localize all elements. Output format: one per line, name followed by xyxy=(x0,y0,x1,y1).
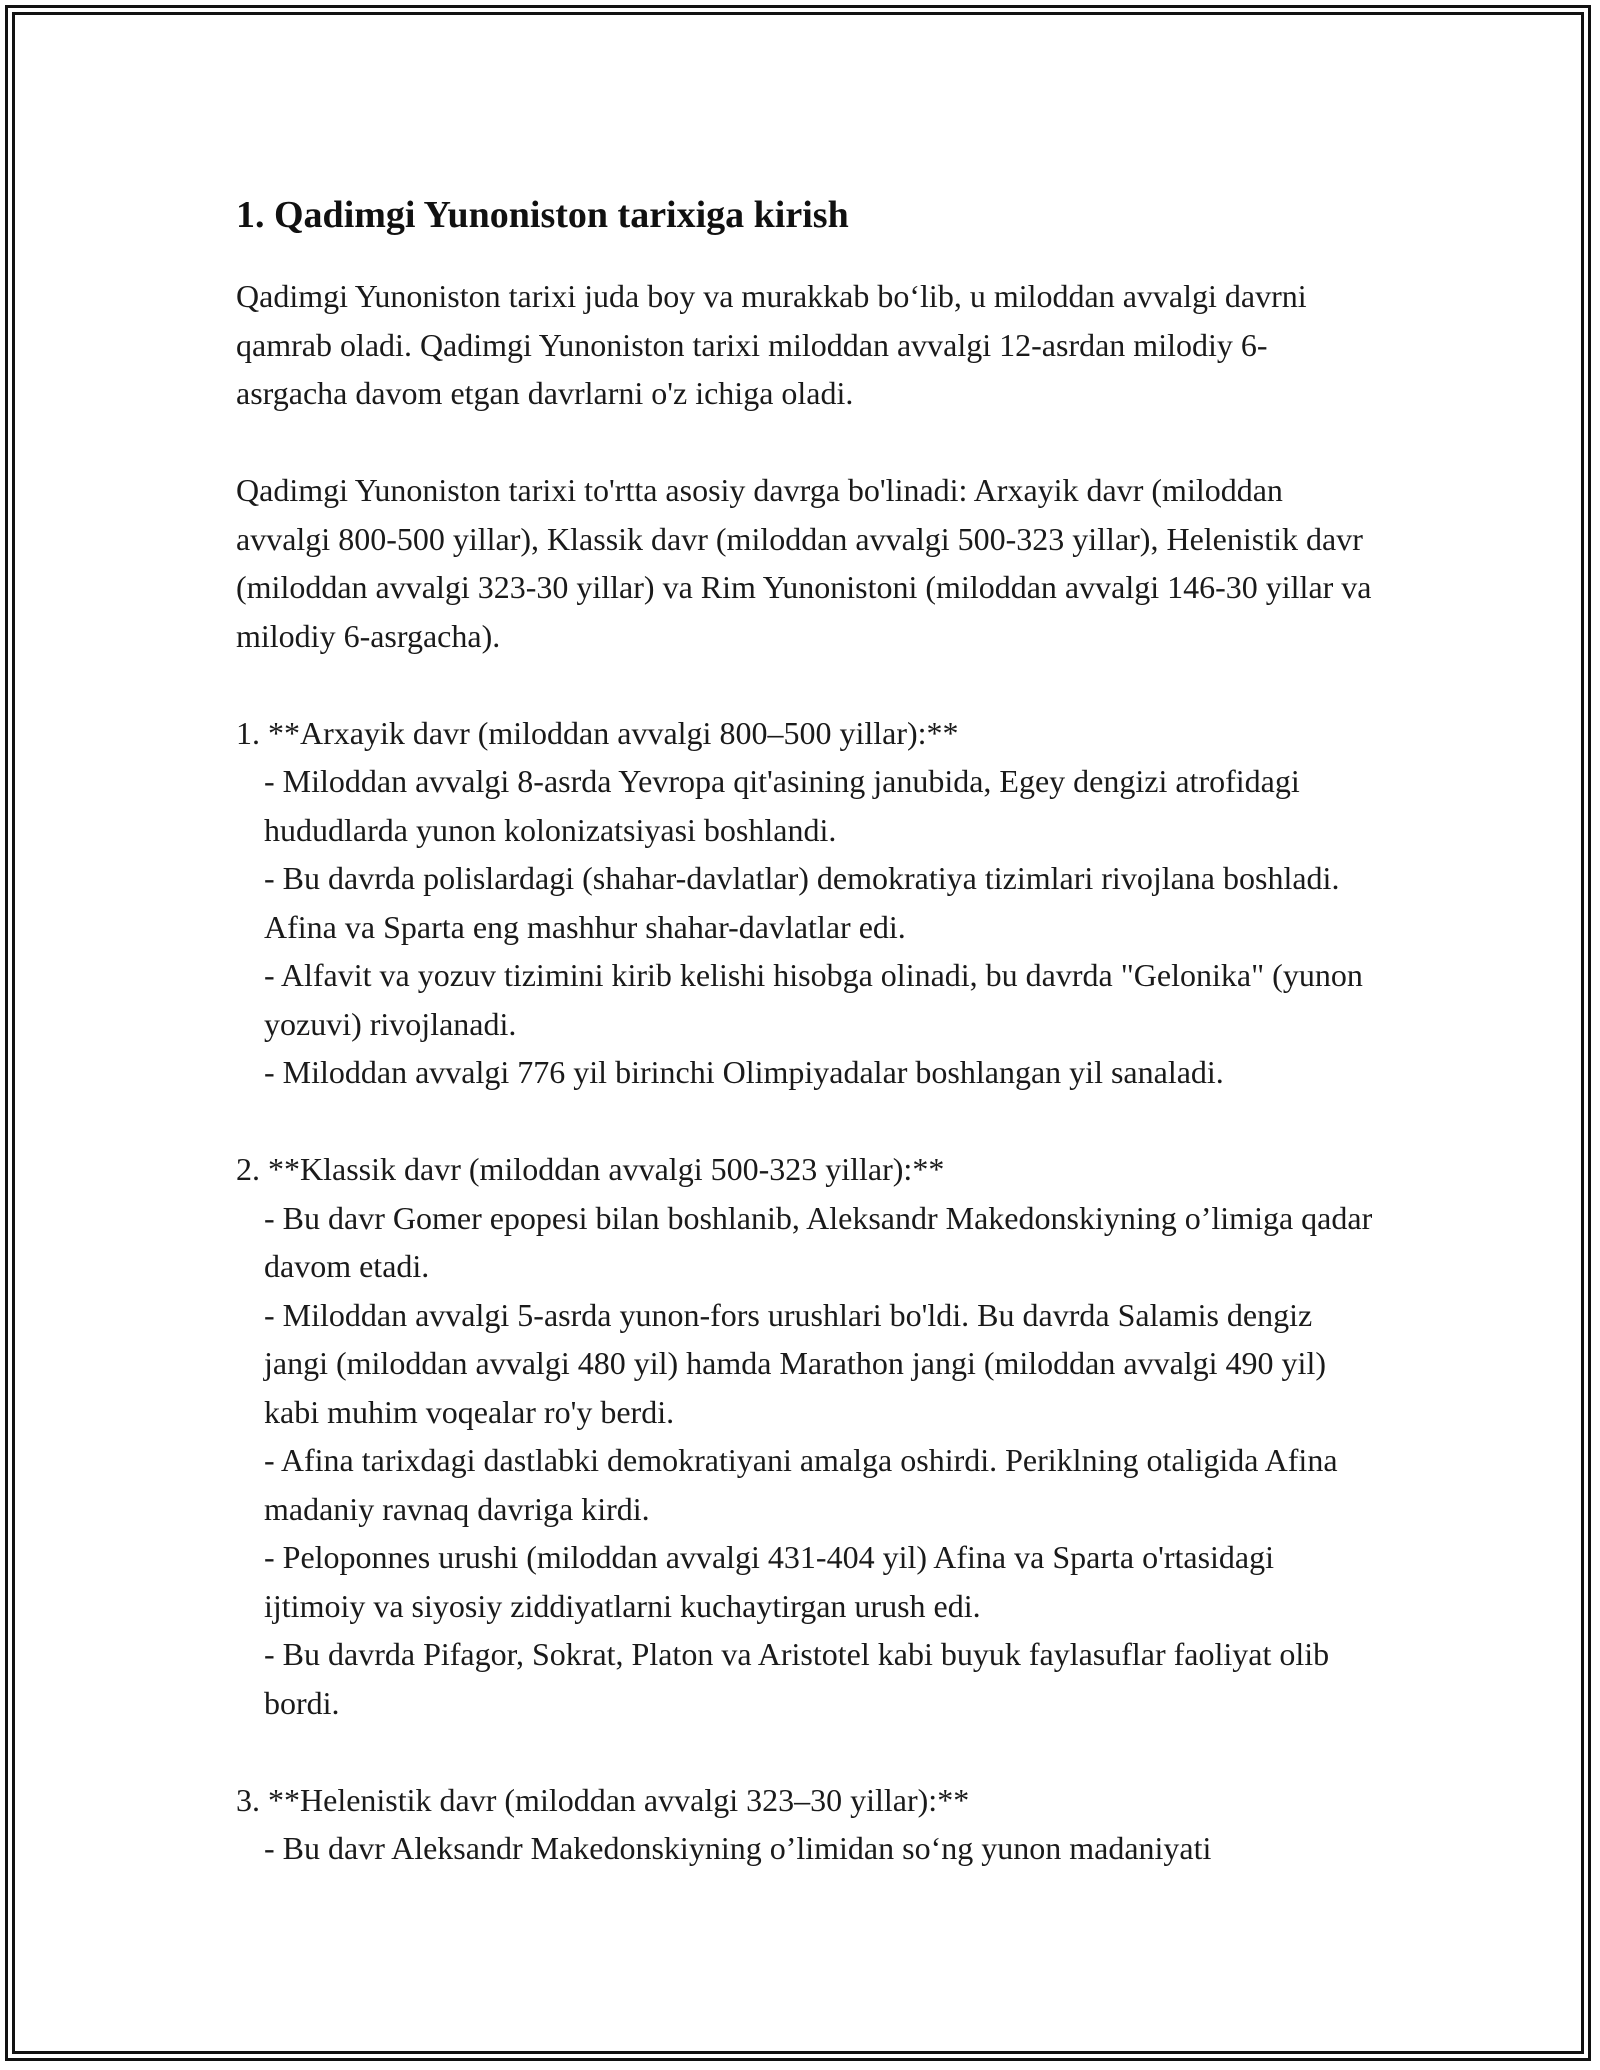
period-bullet: - Bu davrda Pifagor, Sokrat, Platon va Aristotel kabi buyuk faylasuflar faoliyat olib bordi. xyxy=(264,1636,1338,1721)
period-bullet: - Miloddan avvalgi 5-asrda yunon-fors urushlari bo'ldi. Bu davrda Salamis dengiz jangi (miloddan avvalgi 480 yil) hamda Marathon jangi (miloddan avvalgi 490 yil) kabi muhim voqealar ro'y berdi. xyxy=(264,1296,1334,1430)
document-body xyxy=(236,190,1381,1873)
period-title: 3. **Helenistik davr (miloddan avvalgi 323–30 yillar):** xyxy=(236,1781,970,1818)
period-bullet: - Bu davr Gomer epopesi bilan boshlanib, Aleksandr Makedonskiyning o’limiga qadar davom etadi. xyxy=(264,1199,1381,1284)
period-section-archaic xyxy=(236,709,1376,1097)
paragraph-gap xyxy=(236,660,1376,709)
period-title: 2. **Klassik davr (miloddan avvalgi 500-323 yillar):** xyxy=(236,1151,945,1187)
period-bullet: - Miloddan avvalgi 8-asrda Yevropa qit'asining janubida, Egey dengizi atrofidagi hududlarda yunon kolonizatsiyasi boshlandi. xyxy=(264,763,1308,848)
period-bullet: - Bu davr Aleksandr Makedonskiyning o’limidan so‘ng yunon madaniyati xyxy=(264,1830,1212,1866)
period-title: 1. **Arxayik davr (miloddan avvalgi 800–500 yillar):** xyxy=(236,714,959,751)
period-section-hellenistic xyxy=(236,1776,1376,1873)
period-bullet: - Miloddan avvalgi 776 yil birinchi Olimpiyadalar boshlangan yil sanaladi. xyxy=(264,1054,1224,1090)
paragraph-gap xyxy=(236,1727,1376,1776)
period-bullet: - Bu davrda polislardagi (shahar-davlatlar) demokratiya tizimlari rivojlana boshladi. Afina va Sparta eng mashhur shahar-davlatlar edi. xyxy=(264,860,1346,945)
paragraph-gap xyxy=(236,418,1376,467)
periods-overview-paragraph: Qadimgi Yunoniston tarixi to'rtta asosiy davrga bo'linadi: Arxayik davr (miloddan avvalgi 800-500 yillar), Klassik davr (miloddan avvalgi 500-323 yillar), Helenistik davr (miloddan avvalgi 323-30 yillar) va Rim Yunonistoni (miloddan avvalgi 146-30 yillar va milodiy 6-asrgacha). xyxy=(236,472,1380,654)
period-bullet: - Afina tarixdagi dastlabki demokratiyani amalga oshirdi. Periklning otaligida Afina madaniy ravnaq davriga kirdi. xyxy=(264,1442,1346,1527)
section-heading: 1. Qadimgi Yunoniston tarixiga kirish xyxy=(236,194,849,236)
paragraph-gap xyxy=(236,1097,1376,1146)
intro-paragraph: Qadimgi Yunoniston tarixi juda boy va murakkab bo‘lib, u miloddan avvalgi davrni qamrab oladi. Qadimgi Yunoniston tarixi miloddan avvalgi 12-asrdan milodiy 6-asrgacha davom etgan davrlarni o'z ichiga oladi. xyxy=(236,278,1315,411)
period-section-classical xyxy=(236,1145,1381,1727)
period-bullet: - Alfavit va yozuv tizimini kirib kelishi hisobga olinadi, bu davrda "Gelonika" (yunon yozuvi) rivojlanadi. xyxy=(264,957,1371,1042)
period-bullet: - Peloponnes urushi (miloddan avvalgi 431-404 yil) Afina va Sparta o'rtasidagi ijtimoiy va siyosiy ziddiyatlarni kuchaytirgan urush edi. xyxy=(264,1539,1283,1624)
